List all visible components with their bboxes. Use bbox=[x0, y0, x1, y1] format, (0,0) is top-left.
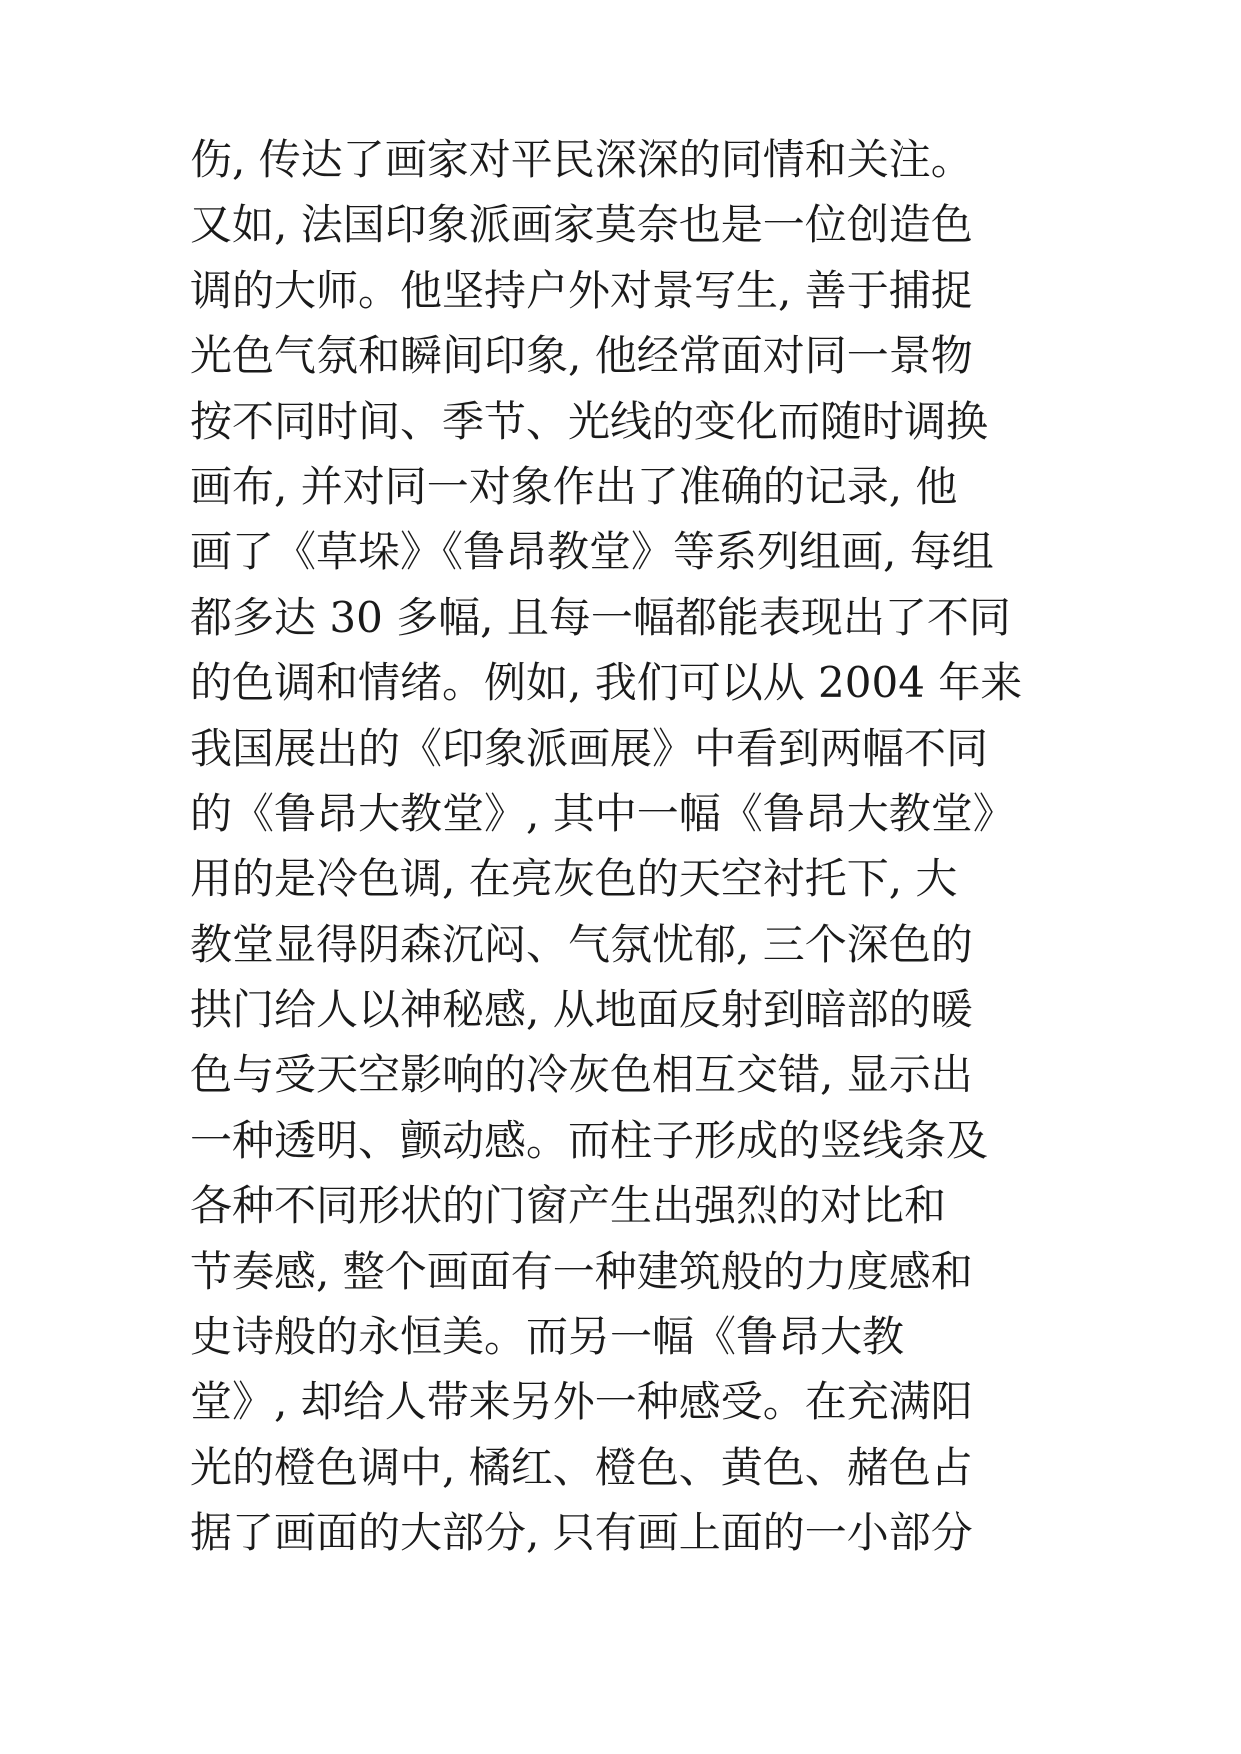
text-line: 用的是冷色调, 在亮灰色的天空衬托下, 大 bbox=[190, 854, 958, 904]
text-line: 色与受天空影响的冷灰色相互交错, 显示出 bbox=[190, 1050, 973, 1100]
text-line: 光的橙色调中, 橘红、橙色、黄色、赭色占 bbox=[190, 1442, 973, 1492]
text-line: 拱门给人以神秘感, 从地面反射到暗部的暖 bbox=[190, 985, 973, 1035]
text-line: 的《鲁昂大教堂》, 其中一幅《鲁昂大教堂》 bbox=[190, 788, 1015, 838]
text-line: 按不同时间、季节、光线的变化而随时调换 bbox=[190, 396, 989, 446]
text-line: 伤, 传达了画家对平民深深的同情和关注。 bbox=[190, 135, 973, 184]
text-line: 一种透明、颤动感。而柱子形成的竖线条及 bbox=[190, 1115, 989, 1165]
text-line: 的色调和情绪。例如, 我们可以从 2004 年来 bbox=[190, 658, 1023, 708]
text-line: 都多达 30 多幅, 且每一幅都能表现出了不同 bbox=[190, 592, 1011, 642]
text-line: 光色气氛和瞬间印象, 他经常面对同一景物 bbox=[190, 331, 973, 381]
text-line: 节奏感, 整个画面有一种建筑般的力度感和 bbox=[190, 1246, 973, 1296]
text-line: 各种不同形状的门窗产生出强烈的对比和 bbox=[190, 1181, 947, 1231]
text-line: 史诗般的永恒美。而另一幅《鲁昂大教 bbox=[190, 1312, 905, 1362]
body-text bbox=[190, 127, 1090, 1566]
text-line: 画布, 并对同一对象作出了准确的记录, 他 bbox=[190, 461, 958, 511]
text-line: 我国展出的《印象派画展》中看到两幅不同 bbox=[190, 723, 989, 773]
text-line: 堂》, 却给人带来另外一种感受。在充满阳 bbox=[190, 1377, 973, 1427]
text-line: 教堂显得阴森沉闷、气氛忧郁, 三个深色的 bbox=[190, 919, 973, 969]
text-line: 画了《草垛》《鲁昂教堂》等系列组画, 每组 bbox=[190, 527, 994, 577]
text-line: 据了画面的大部分, 只有画上面的一小部分 bbox=[190, 1508, 973, 1558]
text-line: 调的大师。他坚持户外对景写生, 善于捕捉 bbox=[190, 265, 973, 315]
text-line: 又如, 法国印象派画家莫奈也是一位创造色 bbox=[190, 200, 973, 250]
